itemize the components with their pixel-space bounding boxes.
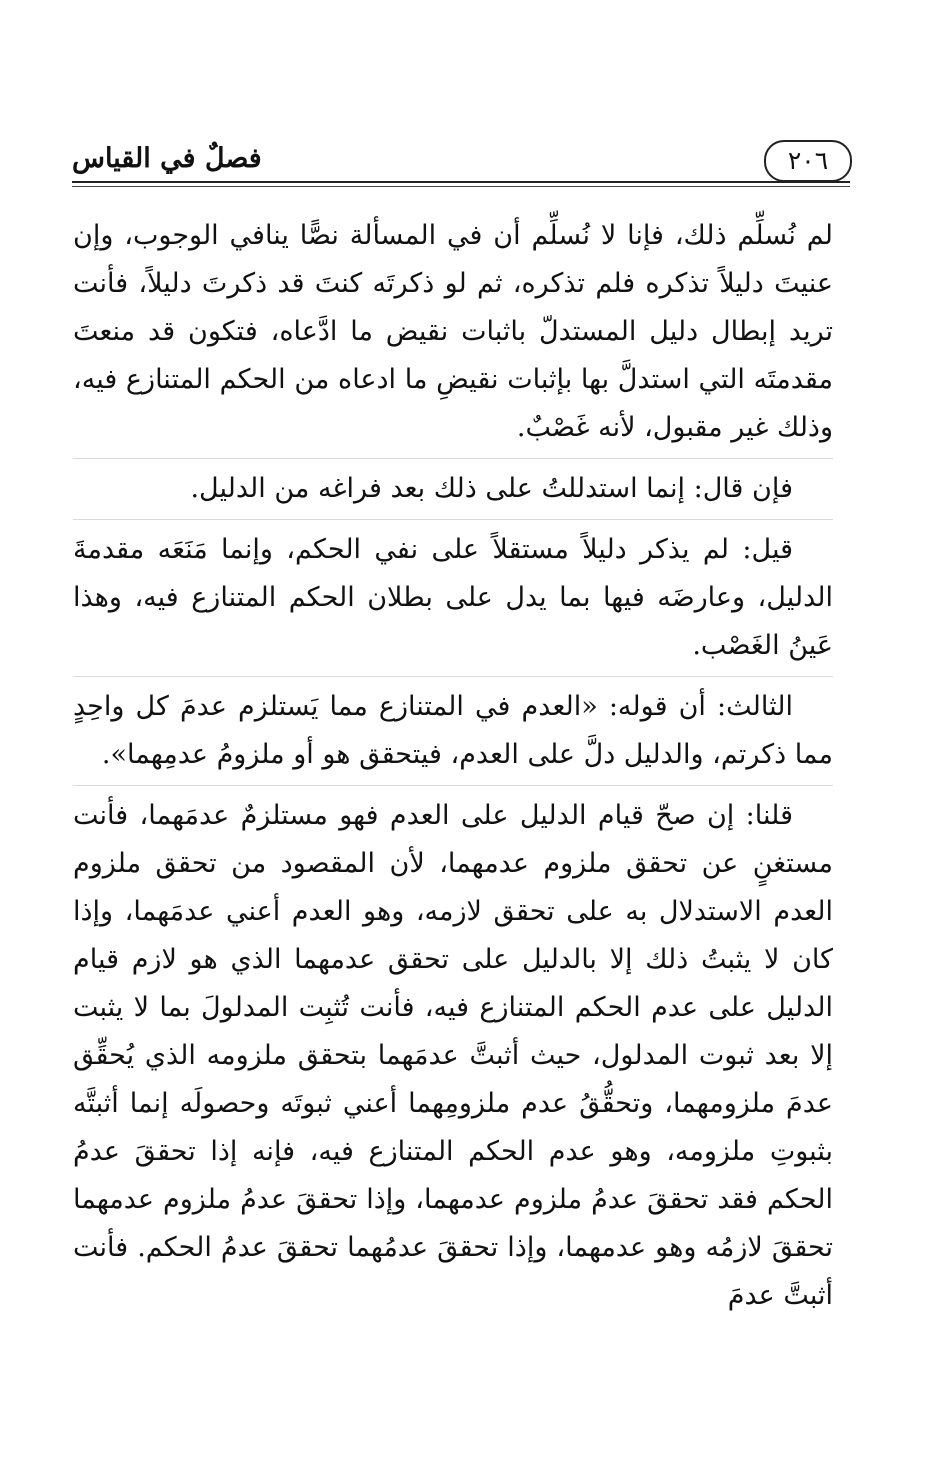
paragraph-divider — [73, 458, 833, 459]
paragraph: لم نُسلِّم ذلك، فإنا لا نُسلِّم أن في المسألة نصًّا ينافي الوجوب، وإن عنيتَ دليلاً تذكره فلم تذكره، ثم لو ذكرتَه كنتَ قد ذكرتَ دليلاً، فأنت تريد إبطال دليل المستدلّ باثبات نقيض ما ادَّعاه، فتكون قد منعتَ مقدمتَه التي استدلَّ بها بإثبات نقيضِ ما ادعاه من الحكم المتنازع فيه، وذلك غير مقبول، لأنه غَصْبٌ. — [73, 220, 833, 443]
paragraph: فإن قال: إنما استدللتُ على ذلك بعد فراغه من الدليل. — [190, 473, 793, 504]
paragraph: قيل: لم يذكر دليلاً مستقلاً على نفي الحكم، وإنما مَنَعَه مقدمةَ الدليل، وعارضَه فيها بما يدل على بطلان الحكم المتنازع فيه، وهذا عَينُ الغَصْب. — [73, 534, 833, 661]
paragraph: الثالث: أن قوله: «العدم في المتنازع مما يَستلزم عدمَ كل واحِدٍ مما ذكرتم، والدليل دلَّ على العدم، فيتحقق هو أو ملزومُ عدمِهما». — [73, 691, 833, 770]
paragraph: قلنا: إن صحّ قيام الدليل على العدم فهو مستلزمٌ عدمَهما، فأنت مستغنٍ عن تحقق ملزوم عدمهما، لأن المقصود من تحقق ملزوم العدم الاستدلال به على تحقق لازمه، وهو العدم أعني عدمَهما، وإذا كان لا يثبتُ ذلك إلا بالدليل على تحقق عدمهما الذي هو لازم قيام الدليل على عدم الحكم المتنازع فيه، فأنت تُثبِت المدلولَ بما لا يثبت إلا بعد ثبوت المدلول، حيث أثبتَّ عدمَهما بتحقق ملزومه الذي يُحقِّق عدمَ ملزومهما، وتحقُّقُ عدم ملزومِهما أعني ثبوتَه وحصولَه إنما أثبتَّه بثبوتِ ملزومه، وهو عدم الحكم المتنازع فيه، فإنه إذا تحققَ عدمُ الحكم فقد تحققَ عدمُ ملزوم عدمهما، وإذا تحققَ عدمُ ملزوم عدمهما تحققَ لازمُه وهو عدمهما، وإذا تحققَ عدمُهما تحققَ عدمُ الحكم. فأنت أثبتَّ عدمَ — [73, 800, 833, 1311]
page-number: ٢٠٦ — [764, 140, 852, 182]
paragraph-divider — [73, 676, 833, 677]
running-title: فصلٌ في القياس — [72, 143, 262, 174]
header-rule — [72, 181, 850, 183]
page-header — [72, 140, 852, 192]
body-text — [73, 212, 833, 1320]
header-rule-thin — [72, 186, 850, 187]
paragraph-divider — [73, 785, 833, 786]
paragraph-divider — [73, 519, 833, 520]
